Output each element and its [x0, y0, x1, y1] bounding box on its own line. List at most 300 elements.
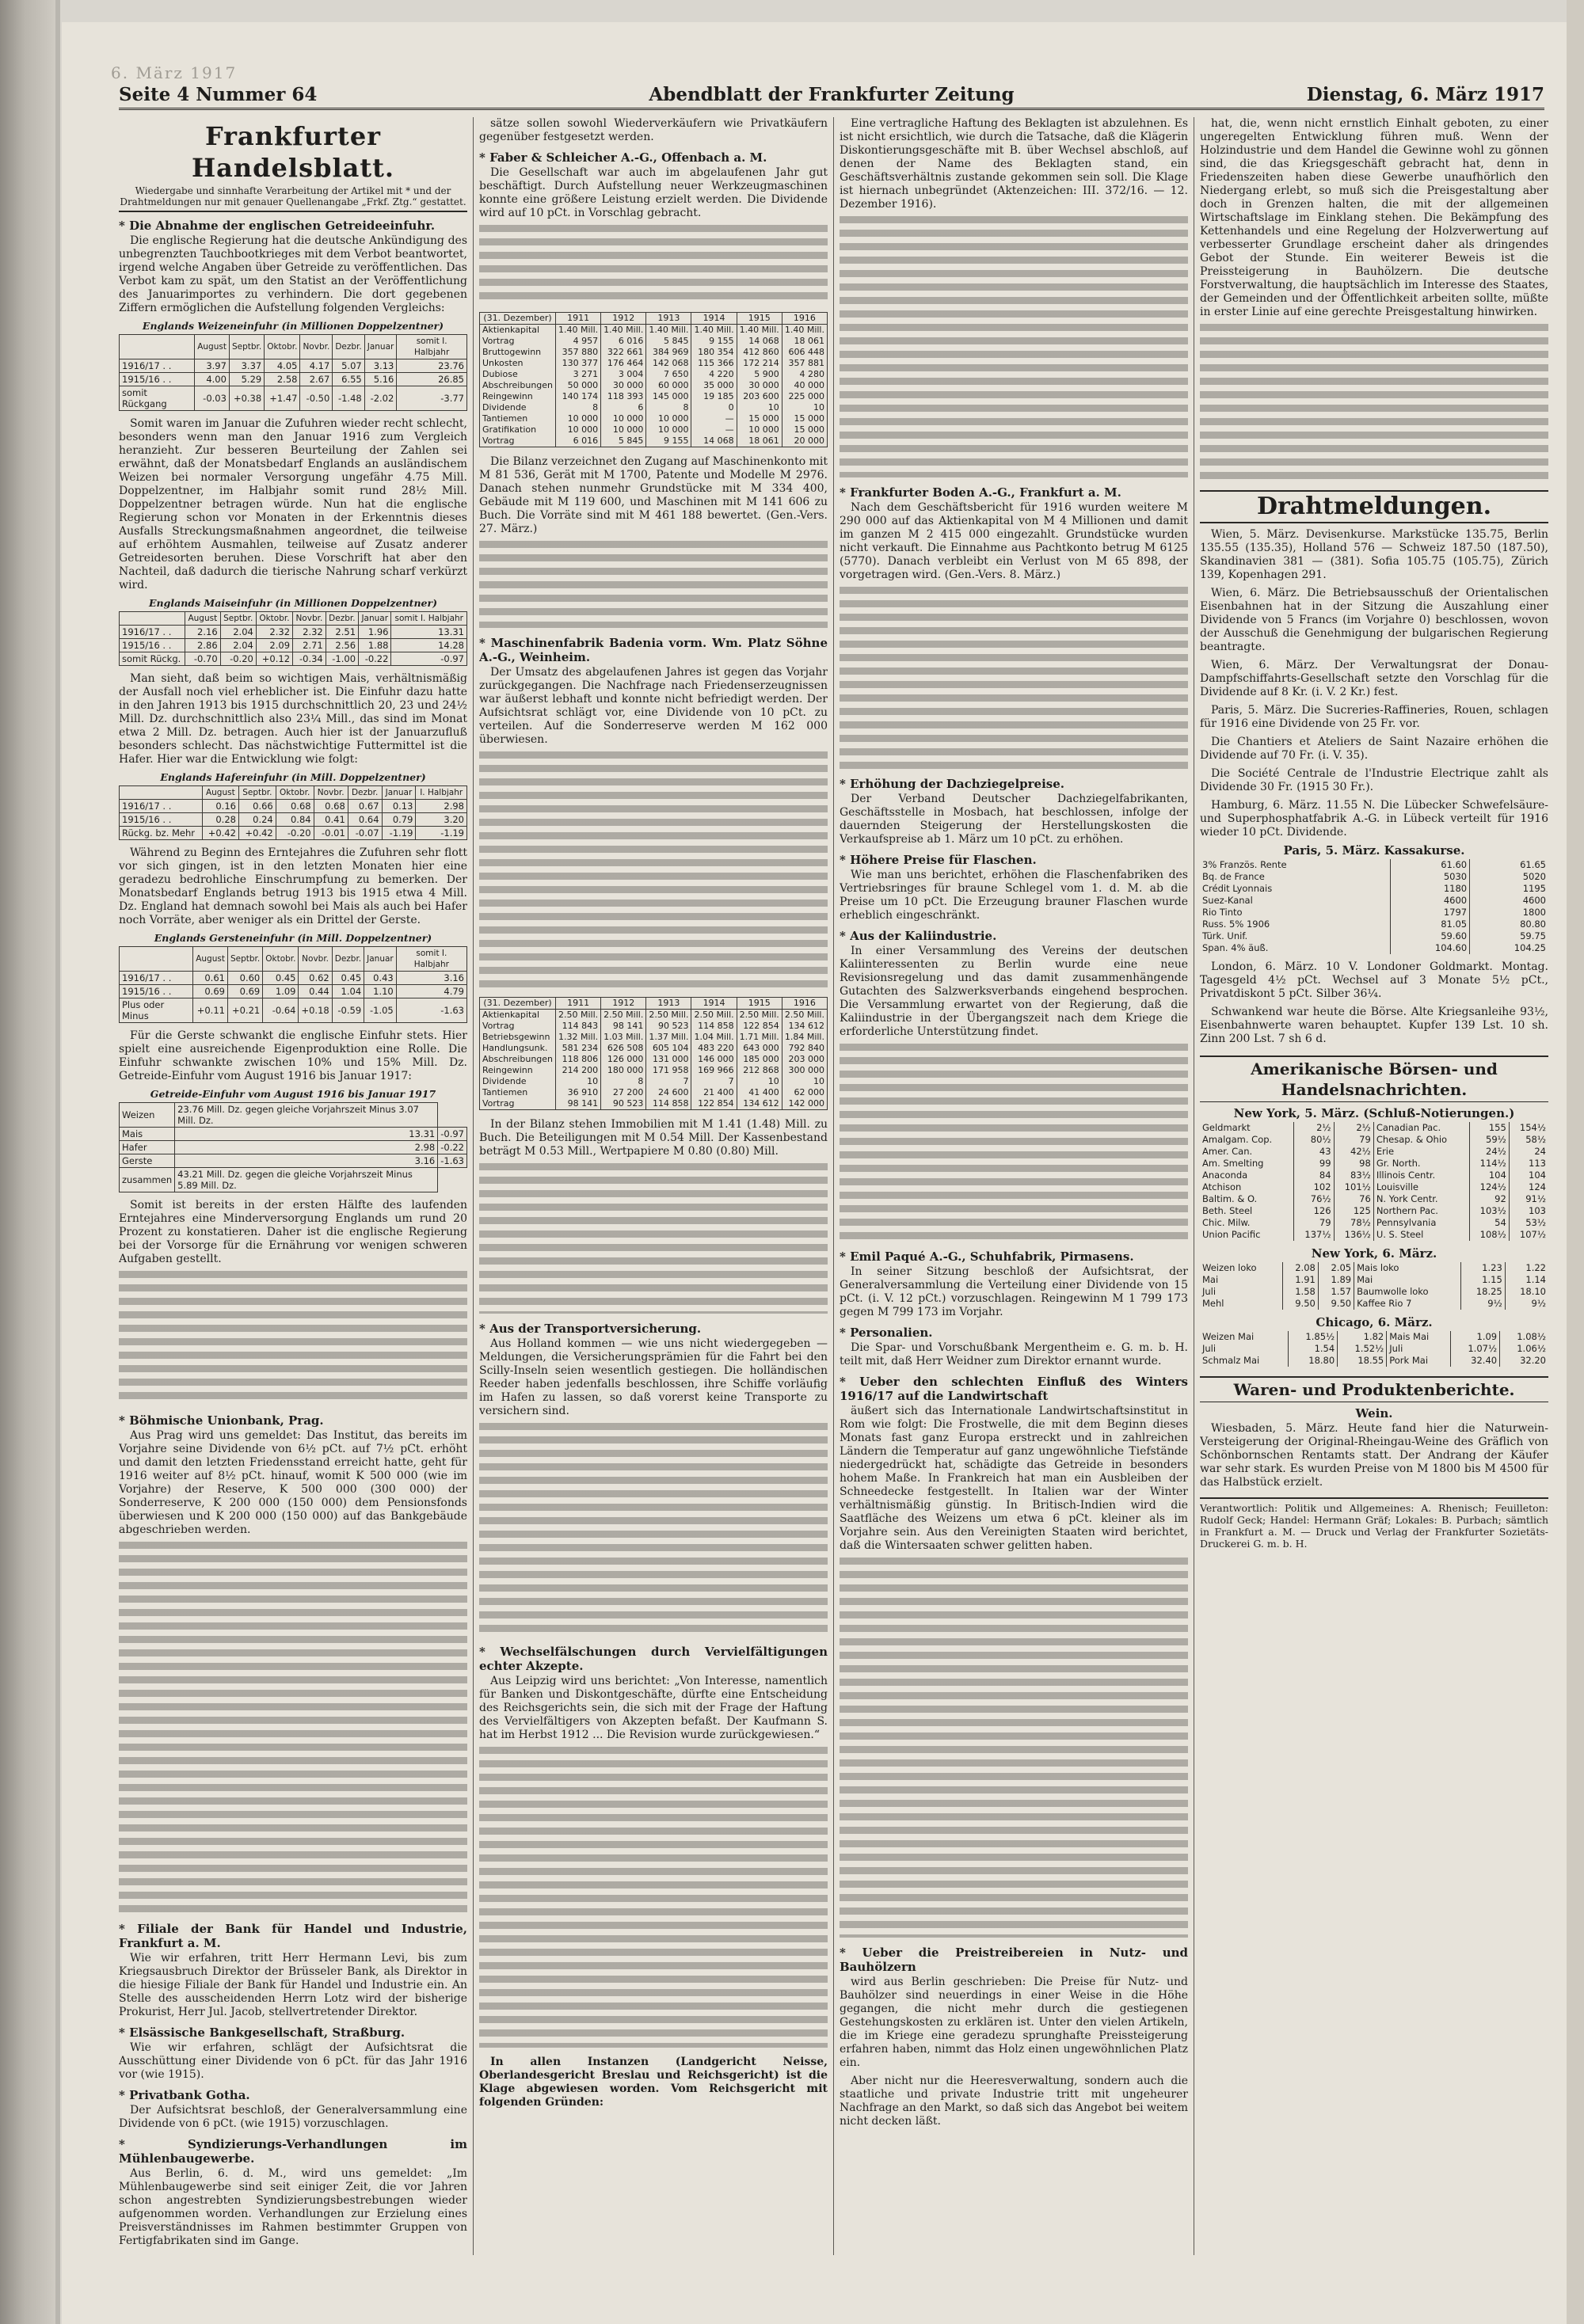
table-cell: 62 000	[782, 1087, 827, 1098]
table-cell: 18 061	[737, 436, 782, 447]
table-cell: Gr. North.	[1373, 1158, 1469, 1170]
table-cell: 1.07½	[1451, 1343, 1500, 1355]
table-cell: 98	[1334, 1158, 1373, 1170]
table-cell: Abschreibungen	[480, 1054, 556, 1065]
article-headline: * Emil Paqué A.-G., Schuhfabrik, Pirmasens.	[840, 1249, 1134, 1264]
table-cell: Baltim. & O.	[1202, 1193, 1258, 1204]
table-header-cell: Septbr.	[238, 786, 276, 800]
telegram-item: Wien, 6. März. Die Betriebsausschuß der Orientalischen Eisenbahnen hat in der Sitzung die Auszahlung einer Dividende von 5 Francs (im Vorjahre 0) beschlossen, wovon der Ausschuß die Genehmigung der bulgarischen Regierung beantragte.	[1200, 587, 1548, 653]
table-cell: +0.42	[202, 827, 238, 840]
table-cell: 104.25	[1470, 942, 1548, 954]
table-cell: 10 000	[737, 424, 782, 436]
table-cell: U. S. Steel	[1373, 1229, 1469, 1241]
page-edge	[1567, 0, 1584, 2324]
table-row	[480, 1043, 828, 1054]
table-cell: -0.50	[300, 386, 333, 411]
table-cell: 1.91	[1282, 1274, 1318, 1286]
table-cell: -0.59	[332, 998, 364, 1023]
table-cell: -0.34	[293, 652, 326, 666]
binding-shadow	[55, 0, 60, 2324]
table-row	[1200, 1274, 1548, 1286]
table-row	[480, 1098, 828, 1110]
table-cell: 24½	[1469, 1146, 1509, 1158]
table-cell: 4.05	[265, 359, 300, 373]
article-headline: * Aus der Transportversicherung.	[479, 1322, 702, 1336]
table-cell: -1.00	[326, 652, 358, 666]
table-row	[120, 1154, 467, 1168]
table-cell: 10	[556, 1076, 601, 1087]
article-text: In der Bilanz stehen Immobilien mit M 1.41 (1.48) Mill. zu Buch. Die Beteiligungen mit M 0.54 Mill. Der Kassenbestand beträgt M 0.53 Mill., Wertpapiere M 0.80 (0.80) Mill.	[479, 1118, 828, 1158]
table-row	[1200, 1158, 1548, 1170]
table-header-cell: Oktobr.	[265, 335, 300, 359]
telegram-list	[1200, 528, 1548, 839]
table-cell: 1.40 Mill.	[601, 325, 646, 337]
table-cell: somit Rückg.	[120, 652, 185, 666]
table-row	[1200, 1229, 1548, 1241]
table-row	[1200, 1331, 1548, 1343]
table-cell: zusammen	[120, 1168, 175, 1192]
table-cell: Dubiose	[480, 369, 556, 380]
table-cell: 81.05	[1390, 919, 1469, 930]
table-cell: -3.77	[397, 386, 467, 411]
table-row	[120, 373, 467, 386]
table-cell: -2.02	[364, 386, 397, 411]
table-header-cell: 1913	[646, 313, 691, 325]
table-row	[1200, 1146, 1548, 1158]
text-block	[479, 541, 828, 628]
table-row	[480, 1065, 828, 1076]
table-cell: 76½	[1294, 1193, 1334, 1205]
table-cell: 4 957	[556, 336, 601, 347]
table-cell: 1.88	[359, 639, 391, 652]
table-cell: Mehl	[1202, 1298, 1224, 1309]
table-cell: 2.09	[256, 639, 292, 652]
article-text: In allen Instanzen (Landgericht Neisse, Oberlandesgericht Breslau und Reichsgericht) ist die Klage abgewiesen worden. Vom Reichsgericht mit folgenden Gründen:	[479, 2056, 828, 2109]
table-cell: 212 868	[737, 1065, 782, 1076]
telegram-item: Die Chantiers et Ateliers de Saint Nazaire erhöhen die Dividende auf 70 Fr. (i. V. 35).	[1200, 736, 1548, 762]
table-cell: Türk. Unif.	[1202, 930, 1248, 941]
text-block	[840, 216, 1188, 477]
table-row	[1200, 1355, 1548, 1367]
table-cell: 2.50 Mill.	[556, 1010, 601, 1021]
table-cell: 23.76	[397, 359, 467, 373]
table-cell: 1.82	[1338, 1331, 1387, 1343]
table-cell: 4.00	[195, 373, 230, 386]
table-cell: 581 234	[556, 1043, 601, 1054]
table-cell: 99	[1294, 1158, 1334, 1170]
table-cell: 9½	[1505, 1298, 1548, 1310]
table-cell: 15 000	[737, 413, 782, 424]
table-cell: 8	[601, 1076, 646, 1087]
table-header-cell: Januar	[359, 612, 391, 626]
table-cell: 1.37 Mill.	[646, 1032, 691, 1043]
book-binding	[0, 0, 55, 2324]
table-row	[120, 359, 467, 373]
table-row	[120, 639, 467, 652]
table-cell: 203 600	[737, 391, 782, 402]
table-cell: 300 000	[782, 1065, 827, 1076]
table-cell: 214 200	[556, 1065, 601, 1076]
table-cell: 4.79	[396, 985, 466, 998]
table-cell: 1915/16 . .	[120, 813, 203, 827]
table-cell: Weizen Mai	[1202, 1331, 1255, 1342]
table-cell: Plus oder Minus	[120, 998, 193, 1023]
table-cell: 322 661	[601, 347, 646, 358]
text-block	[840, 1558, 1188, 1938]
text-block	[479, 1423, 828, 1637]
table-cell: Dividende	[480, 1076, 556, 1087]
table-cell: 0.28	[202, 813, 238, 827]
table-cell: 0.45	[332, 972, 364, 985]
table-cell: 140 174	[556, 391, 601, 402]
table-cell: 122 854	[737, 1021, 782, 1032]
table-cell: 0.43	[364, 972, 397, 985]
article-headline: * Frankfurter Boden A.-G., Frankfurt a. M.	[840, 485, 1121, 500]
table-cell: 15 000	[782, 424, 827, 436]
table-cell: Mais	[120, 1128, 175, 1141]
column-2	[479, 117, 828, 2255]
balance-table-badenia	[479, 997, 828, 1110]
table-cell: 0.64	[348, 813, 382, 827]
table-cell: 18.25	[1461, 1286, 1505, 1298]
table-cell: Chesap. & Ohio	[1373, 1134, 1469, 1146]
table-header-cell: Oktobr.	[276, 786, 314, 800]
table-cell: 41 400	[737, 1087, 782, 1098]
article-text: äußert sich das Internationale Landwirtschaftsinstitut in Rom wie folgt: Die Frostwelle, die mit dem Beginn dieses Monats fast ganz Europa erstreckt und in zahlreichen Ländern die Temperatur auf ganz ungewöhnliche Tiefstände niedergedrückt hat, schädigte das Getreide in besonders hohem Maße. In Frankreich hat man ein Ausbleiben der Schneedecke festgestellt. In Italien war der Winter verhältnismäßig günstig. In Britisch-Indien wird die Saatfläche des Weizens um etwa 6 pCt. kleiner als im Vorjahre sein. Aus den Vereinigten Staaten wird berichtet, daß die Wintersaaten schwer gelitten haben.	[840, 1405, 1188, 1552]
table-cell: 1.03 Mill.	[601, 1032, 646, 1043]
article-text: Aus Holland kommen — wie uns nicht wiedergegeben — Meldungen, die Versicherungsprämien für die Fahrt bei den Scilly-Inseln seien wesentlich gestiegen. Die holländischen Reeder haben jedenfalls beschlossen, ihre Schiffe vorläufig im Hafen zu lassen, so daß vorerst keine Transporte zu versichern sind.	[479, 1337, 828, 1417]
table-header-row	[120, 335, 467, 359]
table-cell: 3.20	[416, 813, 467, 827]
table-cell: 0.24	[238, 813, 276, 827]
table-cell: 83½	[1334, 1170, 1373, 1181]
table-row	[1200, 1134, 1548, 1146]
article-text: In einer Versammlung des Vereins der deutschen Kaliinteressenten zu Berlin wurde eine neue Revisionsregelung und das damit zusammenhängende Gutachten des Salzwerksverbands eingehend besprochen. Die Versammlung erwartet von der Regierung, daß die Kaliindustrie in der Übergangszeit nach dem Kriege die erforderliche Unterstützung findet.	[840, 945, 1188, 1038]
table-cell: 10 000	[601, 424, 646, 436]
text-block	[119, 1542, 467, 1914]
table-cell: 20 000	[782, 436, 827, 447]
table-header-cell: Novbr.	[293, 612, 326, 626]
table-cell: 0	[691, 402, 737, 413]
table-cell: 103	[1509, 1205, 1548, 1217]
table-cell: 1800	[1470, 907, 1548, 919]
table-cell: 1916/17 . .	[120, 800, 203, 813]
table-cell: Mais Mai	[1387, 1331, 1451, 1343]
table-cell: 125	[1334, 1205, 1373, 1217]
table-row	[480, 424, 828, 436]
table-row	[1200, 1205, 1548, 1217]
table-cell: 15 000	[782, 413, 827, 424]
table-row	[480, 413, 828, 424]
table-header-cell: 1913	[646, 998, 691, 1010]
column-rule	[833, 117, 834, 2255]
table-cell: 13.31	[391, 626, 467, 639]
table-cell: Betriebsgewinn	[480, 1032, 556, 1043]
table-cell: 0.60	[227, 972, 262, 985]
article-text: Man sieht, daß beim so wichtigen Mais, verhältnismäßig der Ausfall noch viel erheblicher ist. Die Einfuhr dazu hatte in den Jahren 1913 bis 1915 durchschnittlich 20, 23 und 24½ Mill. Dz. durchschnittlich also 23¼ Mill., das sind im Monat etwa 2 Mill. Dz. betragen. Auch hier ist der Januarzufluß besonders schlecht. Das nächstwichtige Futtermittel ist die Hafer. Hier war die Entwicklung wie folgt:	[119, 672, 467, 766]
section-title: Waren- und Produktenberichte.	[1200, 1376, 1548, 1402]
table-cell: 91½	[1509, 1193, 1548, 1205]
table-cell: 14 068	[691, 436, 737, 447]
table-cell: 1.58	[1282, 1286, 1318, 1298]
table-cell: -0.03	[195, 386, 230, 411]
table-cell: +1.47	[265, 386, 300, 411]
table-cell: 154½	[1509, 1122, 1548, 1134]
table-cell: Baumwolle loko	[1354, 1286, 1461, 1298]
table-cell: 104	[1509, 1170, 1548, 1181]
table-row	[480, 369, 828, 380]
table-cell: Kaffee Rio 7	[1354, 1298, 1461, 1310]
table-header-cell: 1915	[737, 313, 782, 325]
quote-headline: Wein.	[1355, 1406, 1393, 1421]
table-cell: 3.16	[396, 972, 466, 985]
table-header-cell: August	[193, 947, 228, 972]
table-row	[1200, 1122, 1548, 1134]
table-row	[120, 386, 467, 411]
table-header-cell: 1911	[556, 998, 601, 1010]
table-cell: 61.65	[1470, 859, 1548, 871]
table-cell: Gerste	[120, 1154, 175, 1168]
table-cell: 180 000	[601, 1065, 646, 1076]
table-header-cell: Januar	[364, 947, 397, 972]
table-cell: 30 000	[737, 380, 782, 391]
table-cell: 5.16	[364, 373, 397, 386]
table-row	[480, 1021, 828, 1032]
column-4	[1200, 117, 1548, 2255]
table-cell: Louisville	[1373, 1181, 1469, 1193]
table-cell: 5 845	[646, 336, 691, 347]
table-cell: 124½	[1469, 1181, 1509, 1193]
table-cell: Crédit Lyonnais	[1202, 883, 1273, 894]
article-text: Nach dem Geschäftsbericht für 1916 wurden weitere M 290 000 auf das Aktienkapital von M 4 Millionen und damit im ganzen M 2 415 000 eingezahlt. Grundstücke wurden nicht verkauft. Die Einnahme aus Pachtkonto betrug M 6125 (5770). Danach verbleibt ein Verlust von M 65 898, der vorgetragen wird. (Gen.-Vers. 8. März.)	[840, 501, 1188, 581]
table-cell: 114½	[1469, 1158, 1509, 1170]
table-cell: 59½	[1469, 1134, 1509, 1146]
table-cell: -0.07	[348, 827, 382, 840]
article-text: Wie wir erfahren, schlägt der Aufsichtsrat die Ausschüttung einer Dividende von 6 pCt. für das Jahr 1916 vor (wie 1915).	[119, 2041, 467, 2081]
table-header-cell: (31. Dezember)	[480, 998, 556, 1010]
table-cell: +0.42	[238, 827, 276, 840]
table-cell: N. York Centr.	[1373, 1193, 1469, 1205]
table-cell: 108½	[1469, 1229, 1509, 1241]
table-cell: Mai	[1354, 1274, 1461, 1286]
table-row	[480, 1010, 828, 1021]
reprint-note: Wiedergabe und sinnhafte Verarbeitung der Artikel mit * und der Drahtmeldungen nur mit genauer Quellenangabe „Frkf. Ztg.“ gestattet.	[119, 185, 467, 212]
table-row	[480, 1087, 828, 1098]
page-number: Seite 4 Nummer 64	[119, 84, 318, 105]
table-cell: -0.97	[438, 1128, 467, 1141]
issue-date: Dienstag, 6. März 1917	[1306, 84, 1544, 105]
table-cell: 1.71 Mill.	[737, 1032, 782, 1043]
table-cell: 10	[737, 402, 782, 413]
article-text: Die Gesellschaft war auch im abgelaufenen Jahr gut beschäftigt. Durch Aufstellung neuer Werkzeugmaschinen konnte eine größere Leistung erzielt werden. Die Dividende wird auf 10 pCt. in Vorschlag gebracht.	[479, 166, 828, 219]
table-cell: 626 508	[601, 1043, 646, 1054]
table-cell: 0.66	[238, 800, 276, 813]
table-cell: Rückg. bz. Mehr	[120, 827, 203, 840]
table-cell: 0.84	[276, 813, 314, 827]
table-cell: 7	[691, 1076, 737, 1087]
table-cell: 98 141	[601, 1021, 646, 1032]
table-cell: 0.69	[193, 985, 228, 998]
table-cell: 169 966	[691, 1065, 737, 1076]
quote-headline: Chicago, 6. März.	[1316, 1315, 1433, 1329]
table-cell: -0.22	[359, 652, 391, 666]
table-cell: 122 854	[691, 1098, 737, 1110]
table-cell: 2.98	[175, 1141, 438, 1154]
table-row	[1200, 1170, 1548, 1181]
table-cell: 2.32	[256, 626, 292, 639]
table-row	[1200, 919, 1548, 930]
table-header-cell: somit I. Halbjahr	[397, 335, 467, 359]
table-cell: 78½	[1334, 1217, 1373, 1229]
table-cell: 6.55	[333, 373, 364, 386]
table-header-cell: 1914	[691, 998, 737, 1010]
text-block	[479, 1163, 828, 1314]
wheat-import-table	[119, 334, 467, 411]
article-text: Eine vertragliche Haftung des Beklagten ist abzulehnen. Es ist nicht ersichtlich, wie durch die Tatsache, daß die Klägerin Diskontierungsgeschäfte mit B. über Wechsel abschloß, auf denen der Name des Beklagten stand, ein Geschäftsverhältnis zustande gekommen sein soll. Die Klage ist hiernach unbegründet (Aktenzeichen: III. 372/16. — 12. Dezember 1916).	[840, 117, 1188, 211]
telegram-item: Hamburg, 6. März. 11.55 N. Die Lübecker Schwefelsäure- und Superphosphatfabrik A.-G. in Lübeck verteilt für 1916 wieder 10 pCt. Dividende.	[1200, 799, 1548, 839]
table-cell: 6 016	[601, 336, 646, 347]
section-title: Frankfurter Handelsblatt.	[191, 121, 395, 183]
table-cell: 114 858	[646, 1098, 691, 1110]
table-cell: 1.15	[1461, 1274, 1505, 1286]
table-cell: 80.80	[1470, 919, 1548, 930]
table-cell: 126 000	[601, 1054, 646, 1065]
table-row	[1200, 883, 1548, 895]
article-headline: * Höhere Preise für Flaschen.	[840, 853, 1037, 867]
table-header-cell: 1916	[782, 998, 827, 1010]
table-header-cell: Septbr.	[220, 612, 256, 626]
article-text: Während zu Beginn des Erntejahres die Zufuhren sehr flott vor sich gingen, ist in den letzten Monaten hier eine geradezu bedrohliche Einschrumpfung zu bemerken. Der Monatsbedarf Englands betrug 1913 bis 1915 etwa 4 Mill. Dz. England hat demnach sowohl bei Mais als auch bei Hafer noch Vorräte, aber weniger als ein Drittel der Gerste.	[119, 846, 467, 926]
table-cell: 58½	[1509, 1134, 1548, 1146]
table-cell: 2.50 Mill.	[646, 1010, 691, 1021]
table-caption: Englands Maiseinfuhr (in Millionen Doppelzentner)	[149, 597, 437, 609]
table-cell: 792 840	[782, 1043, 827, 1054]
table-cell: 113	[1509, 1158, 1548, 1170]
article-text: Der Verband Deutscher Dachziegelfabrikanten, Geschäftsstelle in Mosbach, hat beschlossen, infolge der dauernden Steigerung der Herstellungskosten die Verkaufspreise ab 1. März um 10 pCt. zu erhöhen.	[840, 793, 1188, 846]
table-cell: 10	[737, 1076, 782, 1087]
table-cell: 0.79	[382, 813, 416, 827]
table-header-cell	[120, 335, 195, 359]
table-cell: Vortrag	[480, 1021, 556, 1032]
table-cell: Abschreibungen	[480, 380, 556, 391]
table-cell: 4.17	[300, 359, 333, 373]
table-cell: 79	[1334, 1134, 1373, 1146]
table-cell: Reingewinn	[480, 391, 556, 402]
table-caption: Englands Gersteneinfuhr (in Mill. Doppelzentner)	[154, 932, 432, 944]
article-headline: * Filiale der Bank für Handel und Industrie, Frankfurt a. M.	[119, 1922, 467, 1950]
table-cell: 1.57	[1318, 1286, 1354, 1298]
table-cell: 155	[1469, 1122, 1509, 1134]
table-header-cell	[120, 947, 193, 972]
text-block	[479, 225, 828, 304]
table-cell: 114 858	[691, 1021, 737, 1032]
table-cell: 0.67	[348, 800, 382, 813]
text-block	[840, 587, 1188, 769]
table-row	[480, 325, 828, 337]
table-cell: 43.21 Mill. Dz. gegen die gleiche Vorjahrszeit Minus 5.89 Mill. Dz.	[175, 1168, 438, 1192]
article-text: Wie man uns berichtet, erhöhen die Flaschenfabriken des Vertriebsringes für braune Schlegel vom 1. d. M. ab die Preise um 10 pCt. Die Erzeugung brauner Flaschen wurde erheblich eingeschränkt.	[840, 869, 1188, 922]
table-cell: 2.08	[1282, 1262, 1318, 1274]
grain-summary-table	[119, 1102, 467, 1192]
table-cell: 134 612	[782, 1021, 827, 1032]
telegram-item: Wien, 5. März. Devisenkurse. Markstücke 135.75, Berlin 135.55 (135.35), Holland 576 — Schweiz 187.50 (187.50), Skandinavien 381 — (381). Sofia 105.75 (105.75), Zürich 139, Kopenhagen 291.	[1200, 528, 1548, 581]
table-cell: 483 220	[691, 1043, 737, 1054]
article-headline: * Privatbank Gotha.	[119, 2088, 250, 2102]
table-row	[120, 998, 467, 1023]
table-cell: 1915/16 . .	[120, 639, 185, 652]
table-cell: 384 969	[646, 347, 691, 358]
article-text: Wie wir erfahren, tritt Herr Hermann Levi, bis zum Kriegsausbruch Direktor der Brüsseler Bank, als Direktor in die hiesige Filiale der Bank für Handel und Industrie ein. An Stelle des ausscheidenden Herrn Lotz wird der bisherige Prokurist, Herr Jul. Jacob, stellvertretender Direktor.	[119, 1952, 467, 2018]
table-cell: 32.40	[1451, 1355, 1500, 1367]
table-cell: 0.68	[276, 800, 314, 813]
table-header-cell	[120, 612, 185, 626]
article-headline: * Syndizierungs-Verhandlungen im Mühlenbaugewerbe.	[119, 2137, 467, 2166]
table-row	[120, 1168, 467, 1192]
table-cell: 10 000	[646, 424, 691, 436]
table-cell: 130 377	[556, 358, 601, 369]
table-cell: -0.22	[438, 1141, 467, 1154]
table-cell: 10 000	[646, 413, 691, 424]
table-cell: 7 650	[646, 369, 691, 380]
section-title: Amerikanische Börsen- und Handelsnachrichten.	[1200, 1055, 1548, 1102]
table-row	[120, 1128, 467, 1141]
telegram-item: Die Société Centrale de l'Industrie Electrique zahlt als Dividende 30 Fr. (1915 30 Fr.).	[1200, 767, 1548, 793]
table-cell: 1797	[1390, 907, 1469, 919]
table-cell: 0.61	[193, 972, 228, 985]
table-cell: 146 000	[691, 1054, 737, 1065]
table-cell: Rio Tinto	[1202, 907, 1243, 918]
table-cell: 0.68	[314, 800, 348, 813]
newyork-stocks-table	[1200, 1122, 1548, 1241]
table-cell: Beth. Steel	[1202, 1205, 1253, 1216]
table-cell: 2.56	[326, 639, 358, 652]
table-row	[480, 1032, 828, 1043]
table-cell: 5020	[1470, 871, 1548, 883]
table-row	[1200, 1286, 1548, 1298]
table-cell: Aktienkapital	[480, 325, 556, 337]
table-cell: Aktienkapital	[480, 1010, 556, 1021]
table-cell: 53½	[1509, 1217, 1548, 1229]
table-row	[120, 800, 467, 813]
article-text: hat, die, wenn nicht ernstlich Einhalt geboten, zu einer ungeregelten Entwicklung führen muß. Wenn der Holzindustrie und dem Handel die Gewinne wohl zu gönnen sind, die das Kriegsgeschäft gebracht hat, denn in Friedenszeiten haben diese Gewerbe unaufhörlich den Niedergang erlebt, so muß sich die Preisgestaltung aber doch in Grenzen halten, die mit der allgemeinen Wirtschaftslage im Einklang stehen. Die Bekämpfung des Kettenhandels und eine Regelung der Holzverwertung auf verbesserter Grundlage erscheint daher als dringendes Gebot der Stunde. Ein weiterer Beweis ist die Preissteigerung in Bauhölzern. Die deutsche Forstverwaltung, die hauptsächlich im Interesse des Staates, der Gemeinden und der Öffentlichkeit arbeiten sollte, müßte in erster Linie auf eine gerechte Preisgestaltung hinwirken.	[1200, 117, 1548, 318]
table-row	[480, 1054, 828, 1065]
table-cell: 124	[1509, 1181, 1548, 1193]
table-cell: 1.04	[332, 985, 364, 998]
table-cell: 90 523	[601, 1098, 646, 1110]
article-headline: * Ueber den schlechten Einfluß des Winters 1916/17 auf die Landwirtschaft	[840, 1375, 1188, 1403]
table-cell: 10 000	[556, 424, 601, 436]
table-cell: 8	[646, 402, 691, 413]
table-cell: Pork Mai	[1387, 1355, 1451, 1367]
table-cell: 4 280	[782, 369, 827, 380]
table-cell: 0.13	[382, 800, 416, 813]
pencil-note: 6. März 1917	[111, 63, 238, 82]
article-headline: * Wechselfälschungen durch Vervielfältigungen echter Akzepte.	[479, 1645, 828, 1673]
table-cell: 176 464	[601, 358, 646, 369]
table-cell: 1.96	[359, 626, 391, 639]
article-text: Schwankend war heute die Börse. Alte Kriegsanleihe 93½, Eisenbahnwerte waren behauptet. Kupfer 139 Lst. 10 sh. Zinn 200 Lst. 7 sh 6 d.	[1200, 1006, 1548, 1045]
table-header-cell: Oktobr.	[263, 947, 299, 972]
table-cell: 142 000	[782, 1098, 827, 1110]
table-row	[120, 827, 467, 840]
table-cell: 3% Französ. Rente	[1202, 859, 1287, 870]
table-cell: 76	[1334, 1193, 1373, 1205]
article-headline: * Die Abnahme der englischen Getreideeinfuhr.	[119, 219, 436, 233]
table-cell: Canadian Pac.	[1373, 1122, 1469, 1134]
article-headline: * Ueber die Preistreibereien in Nutz- und Bauhölzern	[840, 1946, 1188, 1974]
table-row	[120, 972, 467, 985]
table-cell: Illinois Centr.	[1373, 1170, 1469, 1181]
